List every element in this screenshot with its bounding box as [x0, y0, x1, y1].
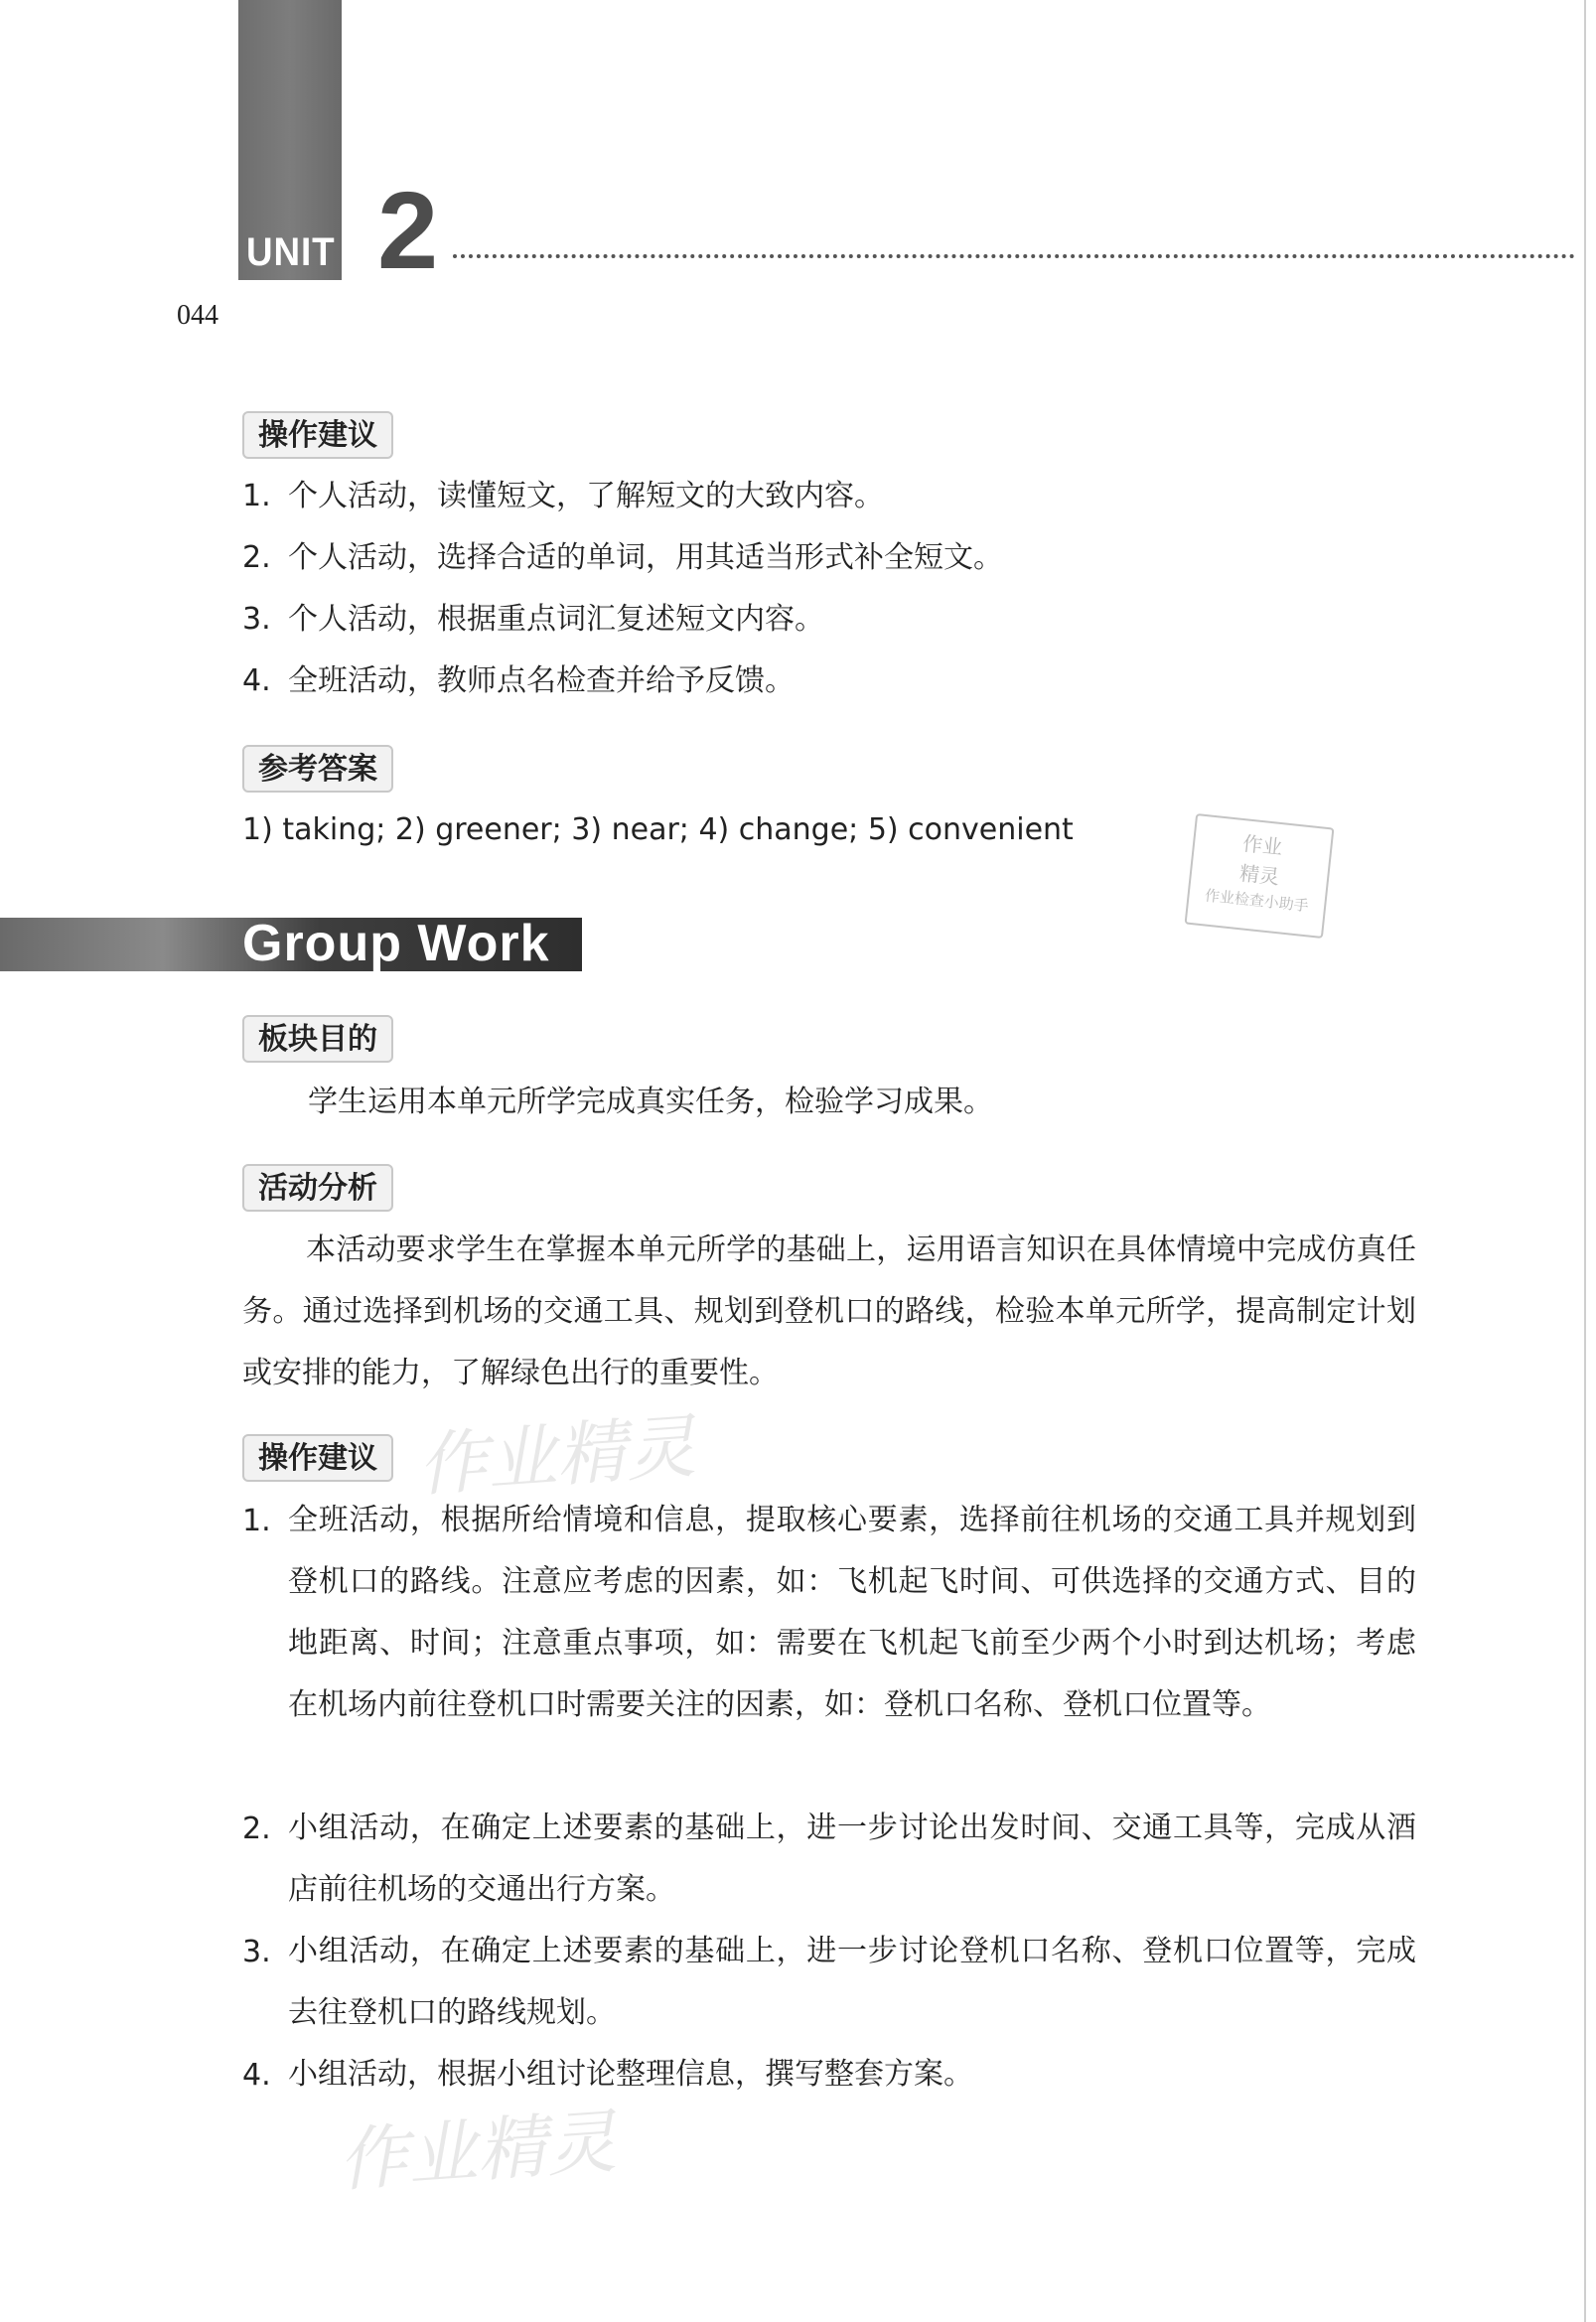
- stamp-logo: [1185, 813, 1335, 939]
- analysis-tag: 活动分析: [242, 1164, 393, 1212]
- list-item-text: 全班活动，教师点名检查并给予反馈。: [288, 663, 795, 698]
- list-item-number: 3.: [242, 602, 271, 637]
- goal-tag: 板块目的: [242, 1015, 393, 1063]
- stamp-line: 精灵: [1237, 860, 1281, 890]
- list-item-text: 个人活动，选择合适的单词，用其适当形式补全短文。: [288, 540, 1003, 575]
- list-item: [242, 475, 884, 518]
- stamp-line: 作业检查小助手: [1204, 886, 1310, 916]
- answer-text: 1) taking; 2) greener; 3) near; 4) change; 5) convenient: [242, 812, 1074, 847]
- list-item-text: 小组活动，根据小组讨论整理信息，撰写整套方案。: [288, 2057, 973, 2092]
- list-item: [242, 598, 824, 642]
- group-tips-tag: 操作建议: [242, 1434, 393, 1482]
- unit-number: 2: [377, 170, 439, 292]
- analysis-text: 本活动要求学生在掌握本单元所学的基础上，运用语言知识在具体情境中完成仿真任务。通过选择到机场的交通工具、规划到登机口的路线，检验本单元所学，提高制定计划或安排的能力，了解绿色出行的重要性。: [242, 1233, 1416, 1390]
- page-number: 044: [177, 300, 218, 331]
- list-item: [242, 536, 1003, 580]
- group-work-title: Group Work: [242, 915, 550, 972]
- unit-label: UNIT: [246, 230, 336, 274]
- list-item-number: 4.: [242, 2058, 271, 2093]
- list-item-number: 1.: [242, 479, 271, 513]
- list-item-text: 个人活动，根据重点词汇复述短文内容。: [288, 602, 824, 637]
- list-item-text: 小组活动，在确定上述要素的基础上，进一步讨论出发时间、交通工具等，完成从酒店前往机场的交通出行方案。: [288, 1811, 1416, 1907]
- list-item-number: 2.: [242, 1812, 271, 1846]
- tips-tag: 操作建议: [242, 411, 393, 459]
- watermark-text: 作业精灵: [335, 2101, 619, 2202]
- list-item: [242, 659, 795, 703]
- answer-tag: 参考答案: [242, 745, 393, 793]
- list-item-text: 小组活动，在确定上述要素的基础上，进一步讨论登机口名称、登机口位置等，完成去往登机口的路线规划。: [288, 1934, 1416, 2030]
- list-item-text: 全班活动，根据所给情境和信息，提取核心要素，选择前往机场的交通工具并规划到登机口的路线。注意应考虑的因素，如：飞机起飞时间、可供选择的交通方式、目的地距离、时间；注意重点事项，如：需要在飞机起飞前至少两个小时到达机场；考虑在机场内前往登机口时需要关注的因素，如：登机口名称、登机口位置等。: [288, 1503, 1416, 1722]
- goal-text: 学生运用本单元所学完成真实任务，检验学习成果。: [308, 1085, 993, 1119]
- list-item-number: 3.: [242, 1935, 271, 1969]
- watermark-text: 作业精灵: [414, 1405, 698, 1507]
- list-item-number: 4.: [242, 663, 271, 698]
- page-edge: [1584, 0, 1586, 2322]
- dotted-rule: [453, 254, 1575, 258]
- list-item-number: 2.: [242, 540, 271, 575]
- list-item-number: 1.: [242, 1504, 271, 1538]
- list-item-text: 个人活动，读懂短文，了解短文的大致内容。: [288, 479, 884, 513]
- stamp-line: 作业: [1241, 831, 1284, 860]
